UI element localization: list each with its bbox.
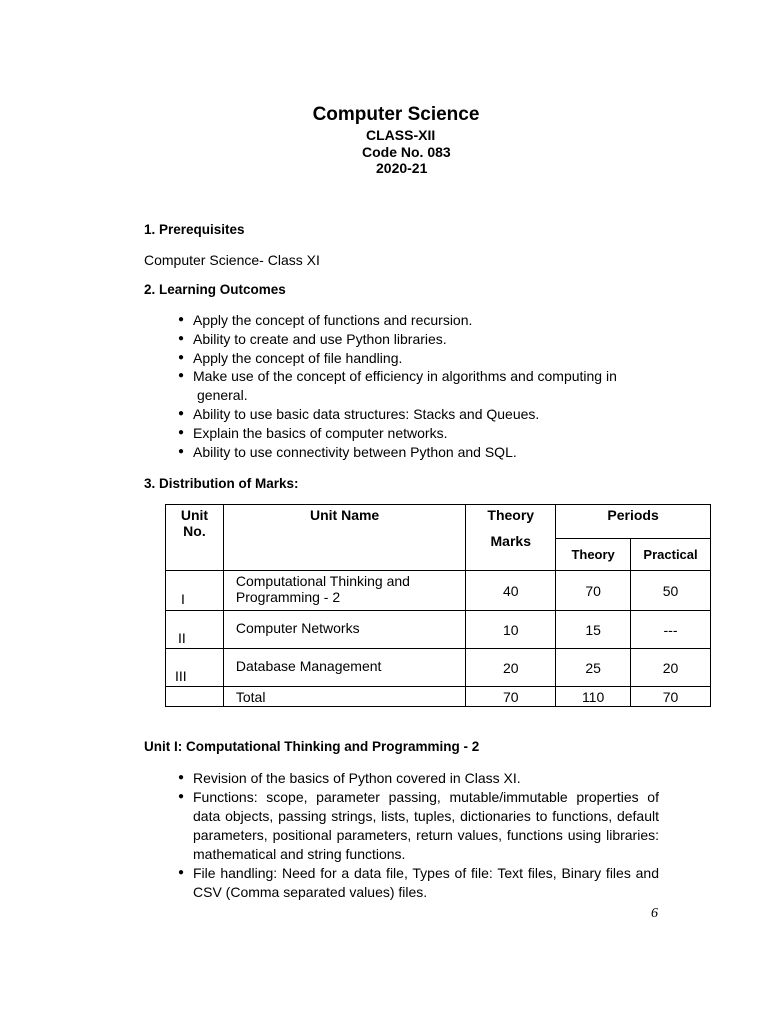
prerequisites-heading: 1. Prerequisites [144, 222, 245, 237]
bullet-icon: ● [178, 351, 185, 363]
table-total-row [166, 687, 711, 707]
bullet-icon: ● [178, 772, 185, 783]
periods-practical-cell: 50 [631, 571, 711, 611]
periods-practical-cell: 20 [631, 649, 711, 687]
header-periods-theory: Theory [556, 539, 631, 571]
header-unit-name: Unit Name [223, 505, 465, 571]
code-number: Code No. 083 [362, 144, 451, 160]
total-marks-cell: 70 [466, 687, 556, 707]
unit1-topics-list [144, 769, 659, 902]
total-empty-cell [166, 687, 224, 707]
list-item: ● Revision of the basics of Python covered in Class XI. [178, 770, 521, 786]
page-number: 6 [651, 906, 658, 921]
theory-marks-cell: 20 [466, 649, 556, 687]
theory-marks-cell: 10 [466, 611, 556, 649]
unit-number-cell: III [166, 649, 224, 687]
unit-name-cell: Computer Networks [223, 611, 465, 649]
unit-name-cell: Computational Thinking and Programming - 2 [223, 571, 465, 611]
academic-year: 2020-21 [376, 160, 428, 176]
table-header-row [166, 505, 711, 539]
bullet-icon: ● [178, 370, 185, 382]
bullet-icon: ● [178, 790, 185, 802]
theory-marks-cell: 40 [466, 571, 556, 611]
document-title: Computer Science [312, 104, 480, 125]
header-unit-no: Unit No. [166, 505, 224, 571]
unit-number-cell: I [166, 571, 224, 611]
periods-theory-cell: 25 [556, 649, 631, 687]
marks-distribution-table [165, 504, 711, 707]
unit1-heading: Unit I: Computational Thinking and Programming - 2 [144, 739, 480, 754]
bullet-icon: ● [178, 866, 185, 878]
periods-theory-cell: 70 [556, 571, 631, 611]
unit-number-cell: II [166, 611, 224, 649]
table-row [166, 611, 711, 649]
list-item-continuation: general. [197, 387, 248, 404]
list-item: ● Ability to use basic data structures: Stacks and Queues. [178, 405, 540, 422]
prerequisites-text: Computer Science- Class XI [144, 252, 320, 268]
bullet-icon: ● [178, 426, 185, 438]
class-label: CLASS-XII [366, 127, 436, 143]
table-row [166, 649, 711, 687]
header-theory-marks: Theory Marks [466, 505, 556, 571]
list-item: ● Ability to use connectivity between Python and SQL. [178, 443, 517, 460]
periods-practical-cell: --- [631, 611, 711, 649]
unit-name-cell: Database Management [223, 649, 465, 687]
total-label-cell: Total [223, 687, 465, 707]
list-item: ● Apply the concept of file handling. [178, 349, 403, 366]
list-item: ● Ability to create and use Python libraries. [178, 330, 447, 347]
learning-outcomes-list [144, 311, 617, 461]
header-periods: Periods [556, 505, 711, 539]
list-item: ● Apply the concept of functions and recursion. [178, 312, 473, 328]
bullet-icon: ● [178, 332, 185, 344]
list-item: ● Explain the basics of computer networks. [178, 424, 448, 441]
total-practical-cell: 70 [631, 687, 711, 707]
periods-theory-cell: 15 [556, 611, 631, 649]
learning-outcomes-heading: 2. Learning Outcomes [144, 282, 286, 297]
bullet-icon: ● [178, 445, 185, 457]
total-theory-cell: 110 [556, 687, 631, 707]
list-item: ● Make use of the concept of efficiency in algorithms and computing in [178, 368, 617, 385]
list-item: ● File handling: Need for a data file, Types of file: Text files, Binary files and CSV (Comma separated values) files. [178, 864, 659, 900]
bullet-icon: ● [178, 314, 185, 325]
distribution-heading: 3. Distribution of Marks: [144, 476, 299, 491]
bullet-icon: ● [178, 407, 185, 419]
header-periods-practical: Practical [631, 539, 711, 571]
list-item: ● Functions: scope, parameter passing, mutable/immutable properties of data objects, passing strings, lists, tuples, dictionaries to functions, default parameters, positional parameters, return values, functions using libraries: mathematical and string functions. [178, 788, 659, 862]
table-row [166, 571, 711, 611]
